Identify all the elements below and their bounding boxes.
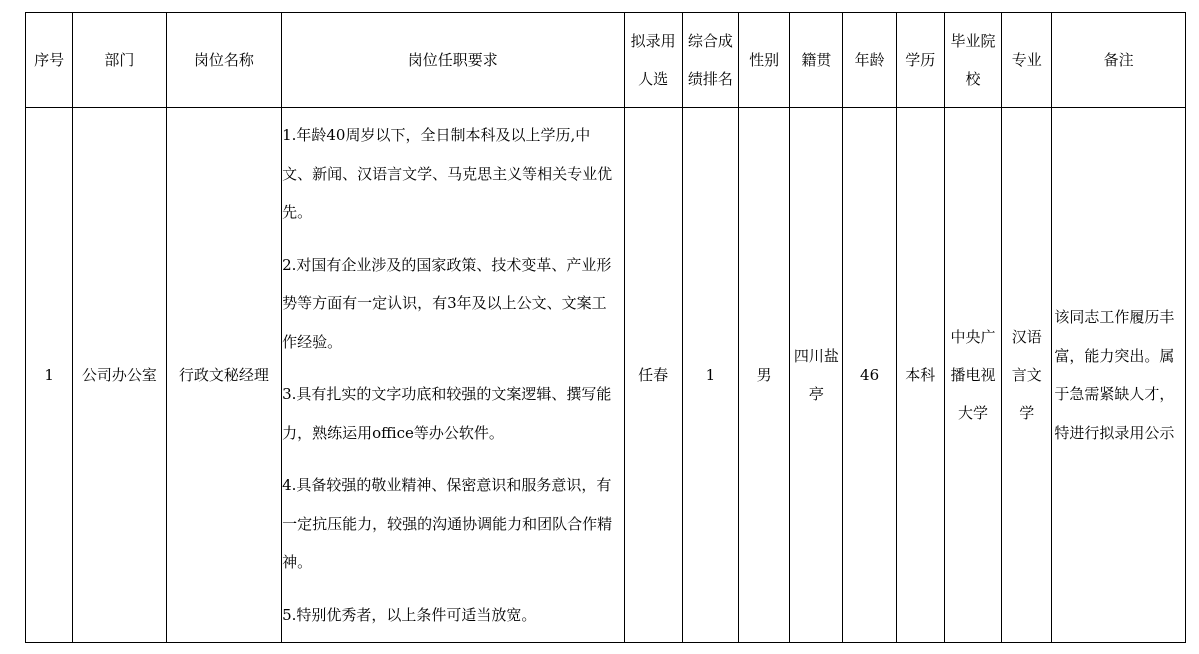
cell-gender: 男 xyxy=(739,108,790,643)
requirement-item-4: 4.具备较强的敬业精神、保密意识和服务意识，有一定抗压能力，较强的沟通协调能力和团队合作精神。 xyxy=(282,476,613,571)
header-dept: 部门 xyxy=(73,13,166,108)
requirement-item-1: 1.年龄40周岁以下，全日制本科及以上学历,中文、新闻、汉语言文学、马克思主义等相关专业优先。 xyxy=(282,126,613,221)
cell-position: 行政文秘经理 xyxy=(166,108,281,643)
table-row xyxy=(26,108,1186,643)
requirement-item-5: 5.特别优秀者，以上条件可适当放宽。 xyxy=(282,605,537,624)
header-origin: 籍贯 xyxy=(790,13,843,108)
header-gender: 性别 xyxy=(739,13,790,108)
header-age: 年龄 xyxy=(843,13,896,108)
cell-rank: 1 xyxy=(682,108,738,643)
header-education: 学历 xyxy=(896,13,944,108)
header-major: 专业 xyxy=(1002,13,1052,108)
header-seq: 序号 xyxy=(26,13,73,108)
cell-major: 汉语言文学 xyxy=(1002,108,1052,643)
header-position: 岗位名称 xyxy=(166,13,281,108)
cell-age: 46 xyxy=(843,108,896,643)
requirement-item-3: 3.具有扎实的文字功底和较强的文案逻辑、撰写能力，熟练运用office等办公软件。 xyxy=(282,385,612,442)
requirement-item-2: 2.对国有企业涉及的国家政策、技术变革、产业形势等方面有一定认识，有3年及以上公文、文案工作经验。 xyxy=(282,255,612,351)
cell-remark: 该同志工作履历丰富，能力突出。属于急需紧缺人才，特进行拟录用公示 xyxy=(1052,108,1186,643)
cell-candidate: 任春 xyxy=(624,108,682,643)
cell-origin: 四川盐亭 xyxy=(790,108,843,643)
candidate-notice-table xyxy=(25,12,1186,643)
cell-seq: 1 xyxy=(26,108,73,643)
header-requirements: 岗位任职要求 xyxy=(282,13,624,108)
cell-dept: 公司办公室 xyxy=(73,108,166,643)
cell-school: 中央广播电视大学 xyxy=(944,108,1001,643)
cell-requirements xyxy=(282,108,624,643)
header-candidate: 拟录用人选 xyxy=(624,13,682,108)
header-school: 毕业院校 xyxy=(944,13,1001,108)
header-remark: 备注 xyxy=(1052,13,1186,108)
cell-education: 本科 xyxy=(896,108,944,643)
header-rank: 综合成绩排名 xyxy=(682,13,738,108)
table-header-row xyxy=(26,13,1186,108)
